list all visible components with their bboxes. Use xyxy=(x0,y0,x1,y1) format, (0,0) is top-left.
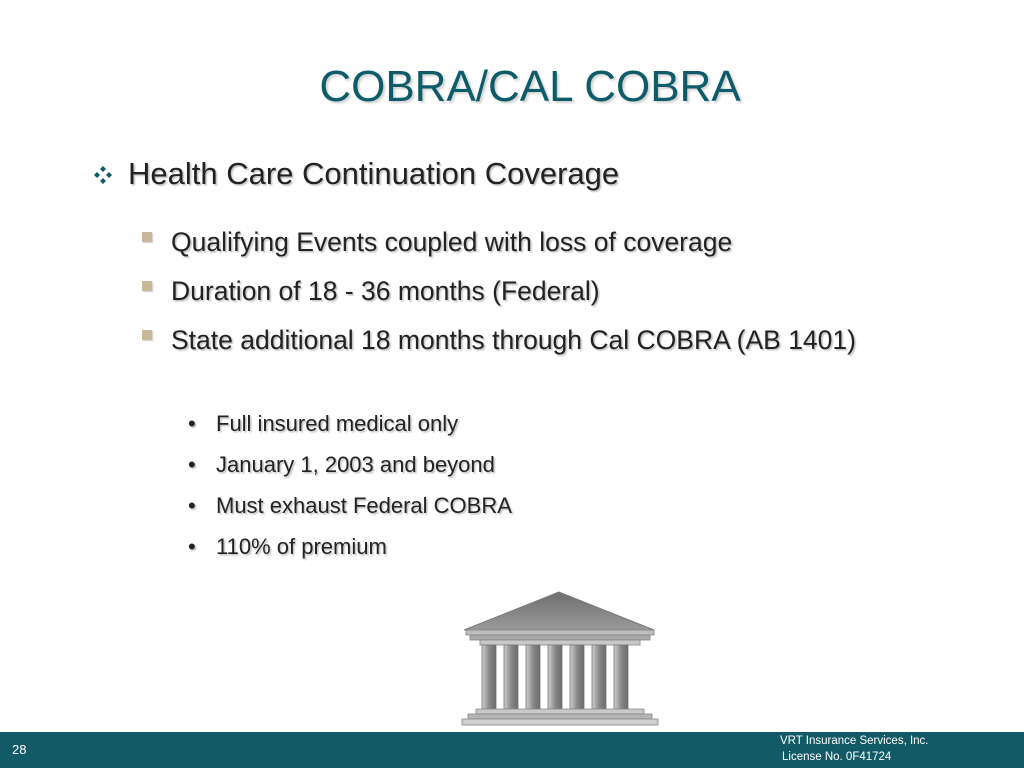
dot-bullet-icon: • xyxy=(188,493,196,518)
main-bullet-text: Health Care Continuation Coverage xyxy=(128,156,620,191)
dot-bullet-icon: • xyxy=(188,534,196,559)
sub-sub-bullet-text: Must exhaust Federal COBRA xyxy=(216,493,512,518)
sub-sub-bullet-text: Full insured medical only xyxy=(216,411,459,436)
dot-bullet-icon: • xyxy=(188,411,196,436)
sub-bullet-text: State additional 18 months through Cal COBRA (AB 1401) xyxy=(171,325,856,355)
sub-bullet-text: Duration of 18 - 36 months (Federal) xyxy=(171,276,600,306)
company-info xyxy=(780,733,929,765)
square-bullet-icon xyxy=(142,232,152,242)
courthouse-icon xyxy=(458,590,660,730)
footer-bar xyxy=(0,732,1024,768)
sub-sub-bullet-text: 110% of premium xyxy=(216,534,387,559)
dot-bullet-icon: • xyxy=(188,452,196,477)
sub-bullet-item xyxy=(142,271,902,312)
sub-bullet-text: Qualifying Events coupled with loss of coverage xyxy=(171,227,733,257)
diamond-bullet-icon xyxy=(92,164,114,186)
slide-title: COBRA/CAL COBRA xyxy=(319,62,741,111)
license-number: License No. 0F41724 xyxy=(782,751,892,763)
square-bullet-icon xyxy=(142,330,152,340)
square-bullet-icon xyxy=(142,281,152,291)
sub-bullet-item xyxy=(142,320,887,361)
sub-bullet-item xyxy=(142,222,902,263)
company-name: VRT Insurance Services, Inc. xyxy=(780,735,929,747)
sub-sub-bullet-text: January 1, 2003 and beyond xyxy=(216,452,495,477)
page-number: 28 xyxy=(12,742,27,757)
